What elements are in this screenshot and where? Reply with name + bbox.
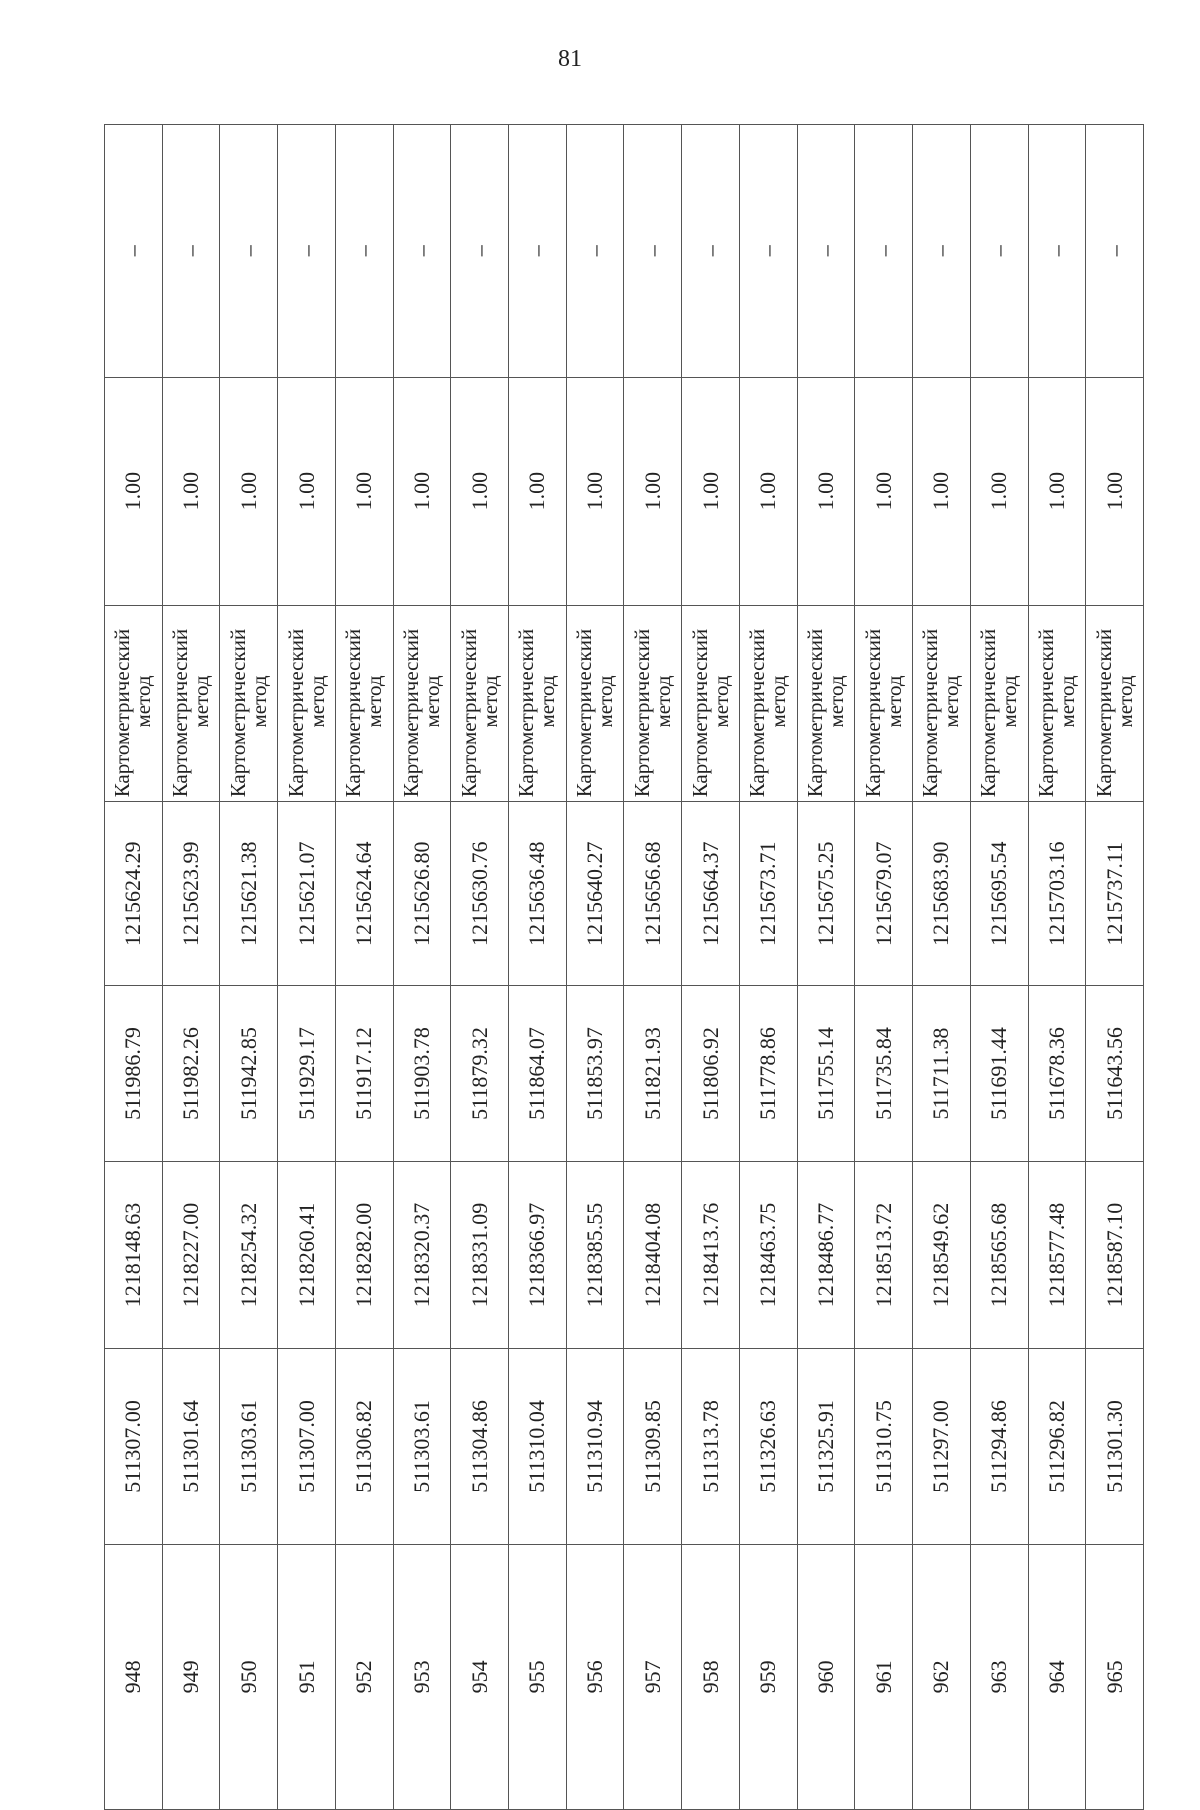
table-row (855, 125, 913, 1810)
method-line2: метод (535, 675, 560, 728)
y2-coordinate-cell: 1215621.38 (220, 802, 278, 986)
method-cell (797, 605, 855, 802)
x1-coordinate-cell: 511303.61 (393, 1349, 451, 1544)
y2-coordinate-cell: 1215636.48 (509, 802, 567, 986)
y1-coordinate-cell: 1218260.41 (278, 1161, 336, 1348)
y2-coordinate-cell: 1215640.27 (566, 802, 624, 986)
point-number-cell: 960 (797, 1544, 855, 1809)
method-line1: Картометрический (514, 628, 539, 798)
y2-coordinate-cell: 1215624.29 (105, 802, 163, 986)
method-line2: метод (477, 675, 502, 728)
note-cell: – (1086, 125, 1144, 378)
y1-coordinate-cell: 1218366.97 (509, 1161, 567, 1348)
method-line1: Картометрический (283, 628, 308, 798)
x1-coordinate-cell: 511326.63 (739, 1349, 797, 1544)
table-row (797, 125, 855, 1810)
x2-coordinate-cell: 511735.84 (855, 986, 913, 1162)
method-line2: метод (419, 675, 444, 728)
note-cell: – (913, 125, 971, 378)
coordinates-table (104, 124, 1144, 1810)
method-cell (682, 605, 740, 802)
x1-coordinate-cell: 511306.82 (335, 1349, 393, 1544)
x1-coordinate-cell: 511313.78 (682, 1349, 740, 1544)
note-cell: – (162, 125, 220, 378)
table-row (682, 125, 740, 1810)
table-row (162, 125, 220, 1810)
point-number-cell: 963 (970, 1544, 1028, 1809)
y2-coordinate-cell: 1215675.25 (797, 802, 855, 986)
note-cell: – (970, 125, 1028, 378)
method-line2: метод (593, 675, 618, 728)
table-row (278, 125, 336, 1810)
method-cell (1086, 605, 1144, 802)
point-number-cell: 954 (451, 1544, 509, 1809)
x1-coordinate-cell: 511310.94 (566, 1349, 624, 1544)
y1-coordinate-cell: 1218404.08 (624, 1161, 682, 1348)
method-line1: Картометрический (802, 628, 827, 798)
x1-coordinate-cell: 511309.85 (624, 1349, 682, 1544)
method-line2: метод (766, 675, 791, 728)
method-cell (335, 605, 393, 802)
note-cell: – (220, 125, 278, 378)
note-cell: – (509, 125, 567, 378)
y1-coordinate-cell: 1218320.37 (393, 1161, 451, 1348)
table-row (624, 125, 682, 1810)
y1-coordinate-cell: 1218331.09 (451, 1161, 509, 1348)
accuracy-cell: 1.00 (1028, 377, 1086, 605)
y2-coordinate-cell: 1215737.11 (1086, 802, 1144, 986)
page-number: 81 (558, 46, 582, 72)
point-number-cell: 962 (913, 1544, 971, 1809)
method-cell (624, 605, 682, 802)
method-cell (278, 605, 336, 802)
y2-coordinate-cell: 1215626.80 (393, 802, 451, 986)
y1-coordinate-cell: 1218385.55 (566, 1161, 624, 1348)
y2-coordinate-cell: 1215679.07 (855, 802, 913, 986)
y2-coordinate-cell: 1215695.54 (970, 802, 1028, 986)
x2-coordinate-cell: 511942.85 (220, 986, 278, 1162)
point-number-cell: 959 (739, 1544, 797, 1809)
coordinates-table-container (104, 124, 1144, 1810)
x1-coordinate-cell: 511325.91 (797, 1349, 855, 1544)
y1-coordinate-cell: 1218254.32 (220, 1161, 278, 1348)
point-number-cell: 958 (682, 1544, 740, 1809)
note-cell: – (278, 125, 336, 378)
method-line1: Картометрический (918, 628, 943, 798)
method-line2: метод (362, 675, 387, 728)
method-line1: Картометрический (687, 628, 712, 798)
x2-coordinate-cell: 511678.36 (1028, 986, 1086, 1162)
accuracy-cell: 1.00 (855, 377, 913, 605)
x2-coordinate-cell: 511982.26 (162, 986, 220, 1162)
point-number-cell: 950 (220, 1544, 278, 1809)
accuracy-cell: 1.00 (739, 377, 797, 605)
method-cell (970, 605, 1028, 802)
note-cell: – (855, 125, 913, 378)
y2-coordinate-cell: 1215623.99 (162, 802, 220, 986)
accuracy-cell: 1.00 (682, 377, 740, 605)
y1-coordinate-cell: 1218148.63 (105, 1161, 163, 1348)
x1-coordinate-cell: 511310.04 (509, 1349, 567, 1544)
point-number-cell: 956 (566, 1544, 624, 1809)
method-line2: метод (823, 675, 848, 728)
accuracy-cell: 1.00 (105, 377, 163, 605)
x2-coordinate-cell: 511821.93 (624, 986, 682, 1162)
y2-coordinate-cell: 1215664.37 (682, 802, 740, 986)
y2-coordinate-cell: 1215703.16 (1028, 802, 1086, 986)
note-cell: – (451, 125, 509, 378)
accuracy-cell: 1.00 (393, 377, 451, 605)
note-cell: – (1028, 125, 1086, 378)
method-cell (105, 605, 163, 802)
method-line2: метод (881, 675, 906, 728)
x1-coordinate-cell: 511297.00 (913, 1349, 971, 1544)
y2-coordinate-cell: 1215624.64 (335, 802, 393, 986)
point-number-cell: 951 (278, 1544, 336, 1809)
x1-coordinate-cell: 511301.30 (1086, 1349, 1144, 1544)
method-cell (855, 605, 913, 802)
note-cell: – (739, 125, 797, 378)
accuracy-cell: 1.00 (509, 377, 567, 605)
method-line1: Картометрический (629, 628, 654, 798)
method-line1: Картометрический (398, 628, 423, 798)
note-cell: – (393, 125, 451, 378)
x1-coordinate-cell: 511303.61 (220, 1349, 278, 1544)
x1-coordinate-cell: 511307.00 (105, 1349, 163, 1544)
y1-coordinate-cell: 1218587.10 (1086, 1161, 1144, 1348)
point-number-cell: 965 (1086, 1544, 1144, 1809)
rotated-table-frame (104, 124, 1144, 1810)
table-row (1028, 125, 1086, 1810)
y1-coordinate-cell: 1218577.48 (1028, 1161, 1086, 1348)
accuracy-cell: 1.00 (220, 377, 278, 605)
point-number-cell: 949 (162, 1544, 220, 1809)
method-cell (913, 605, 971, 802)
method-line2: метод (939, 675, 964, 728)
table-row (1086, 125, 1144, 1810)
method-line2: метод (708, 675, 733, 728)
note-cell: – (682, 125, 740, 378)
method-line2: метод (650, 675, 675, 728)
method-line1: Картометрический (341, 628, 366, 798)
table-row (509, 125, 567, 1810)
note-cell: – (335, 125, 393, 378)
point-number-cell: 952 (335, 1544, 393, 1809)
accuracy-cell: 1.00 (162, 377, 220, 605)
x1-coordinate-cell: 511307.00 (278, 1349, 336, 1544)
method-line2: метод (1054, 675, 1079, 728)
accuracy-cell: 1.00 (335, 377, 393, 605)
y1-coordinate-cell: 1218486.77 (797, 1161, 855, 1348)
accuracy-cell: 1.00 (970, 377, 1028, 605)
y1-coordinate-cell: 1218413.76 (682, 1161, 740, 1348)
x2-coordinate-cell: 511691.44 (970, 986, 1028, 1162)
accuracy-cell: 1.00 (278, 377, 336, 605)
y1-coordinate-cell: 1218282.00 (335, 1161, 393, 1348)
method-line1: Картометрический (1091, 628, 1116, 798)
method-cell (451, 605, 509, 802)
y1-coordinate-cell: 1218513.72 (855, 1161, 913, 1348)
y1-coordinate-cell: 1218227.00 (162, 1161, 220, 1348)
y2-coordinate-cell: 1215656.68 (624, 802, 682, 986)
method-line1: Картометрический (1033, 628, 1058, 798)
point-number-cell: 957 (624, 1544, 682, 1809)
method-line2: метод (304, 675, 329, 728)
method-line1: Картометрический (456, 628, 481, 798)
x2-coordinate-cell: 511806.92 (682, 986, 740, 1162)
note-cell: – (105, 125, 163, 378)
y1-coordinate-cell: 1218549.62 (913, 1161, 971, 1348)
x2-coordinate-cell: 511643.56 (1086, 986, 1144, 1162)
table-row (566, 125, 624, 1810)
table-body (105, 125, 1144, 1810)
x2-coordinate-cell: 511853.97 (566, 986, 624, 1162)
x2-coordinate-cell: 511778.86 (739, 986, 797, 1162)
note-cell: – (797, 125, 855, 378)
x2-coordinate-cell: 511879.32 (451, 986, 509, 1162)
table-row (220, 125, 278, 1810)
accuracy-cell: 1.00 (624, 377, 682, 605)
point-number-cell: 948 (105, 1544, 163, 1809)
x2-coordinate-cell: 511755.14 (797, 986, 855, 1162)
y1-coordinate-cell: 1218565.68 (970, 1161, 1028, 1348)
x2-coordinate-cell: 511929.17 (278, 986, 336, 1162)
method-line1: Картометрический (110, 628, 135, 798)
method-line2: метод (131, 675, 156, 728)
accuracy-cell: 1.00 (451, 377, 509, 605)
table-row (105, 125, 163, 1810)
method-cell (509, 605, 567, 802)
x2-coordinate-cell: 511864.07 (509, 986, 567, 1162)
point-number-cell: 964 (1028, 1544, 1086, 1809)
method-line2: метод (1112, 675, 1137, 728)
method-line1: Картометрический (168, 628, 193, 798)
y2-coordinate-cell: 1215621.07 (278, 802, 336, 986)
accuracy-cell: 1.00 (1086, 377, 1144, 605)
point-number-cell: 961 (855, 1544, 913, 1809)
x2-coordinate-cell: 511986.79 (105, 986, 163, 1162)
method-line1: Картометрический (225, 628, 250, 798)
method-line1: Картометрический (745, 628, 770, 798)
table-row (335, 125, 393, 1810)
point-number-cell: 955 (509, 1544, 567, 1809)
accuracy-cell: 1.00 (913, 377, 971, 605)
accuracy-cell: 1.00 (797, 377, 855, 605)
method-line1: Картометрический (860, 628, 885, 798)
table-row (451, 125, 509, 1810)
y2-coordinate-cell: 1215630.76 (451, 802, 509, 986)
method-cell (739, 605, 797, 802)
method-line1: Картометрический (976, 628, 1001, 798)
point-number-cell: 953 (393, 1544, 451, 1809)
x1-coordinate-cell: 511301.64 (162, 1349, 220, 1544)
x1-coordinate-cell: 511296.82 (1028, 1349, 1086, 1544)
x1-coordinate-cell: 511304.86 (451, 1349, 509, 1544)
method-line2: метод (246, 675, 271, 728)
y2-coordinate-cell: 1215683.90 (913, 802, 971, 986)
method-line2: метод (997, 675, 1022, 728)
method-cell (1028, 605, 1086, 802)
method-cell (566, 605, 624, 802)
note-cell: – (566, 125, 624, 378)
x1-coordinate-cell: 511310.75 (855, 1349, 913, 1544)
table-row (913, 125, 971, 1810)
method-cell (220, 605, 278, 802)
table-row (970, 125, 1028, 1810)
method-line2: метод (189, 675, 214, 728)
method-cell (393, 605, 451, 802)
table-row (739, 125, 797, 1810)
y2-coordinate-cell: 1215673.71 (739, 802, 797, 986)
y1-coordinate-cell: 1218463.75 (739, 1161, 797, 1348)
x2-coordinate-cell: 511917.12 (335, 986, 393, 1162)
x2-coordinate-cell: 511903.78 (393, 986, 451, 1162)
accuracy-cell: 1.00 (566, 377, 624, 605)
method-line1: Картометрический (572, 628, 597, 798)
x2-coordinate-cell: 511711.38 (913, 986, 971, 1162)
table-row (393, 125, 451, 1810)
x1-coordinate-cell: 511294.86 (970, 1349, 1028, 1544)
method-cell (162, 605, 220, 802)
note-cell: – (624, 125, 682, 378)
